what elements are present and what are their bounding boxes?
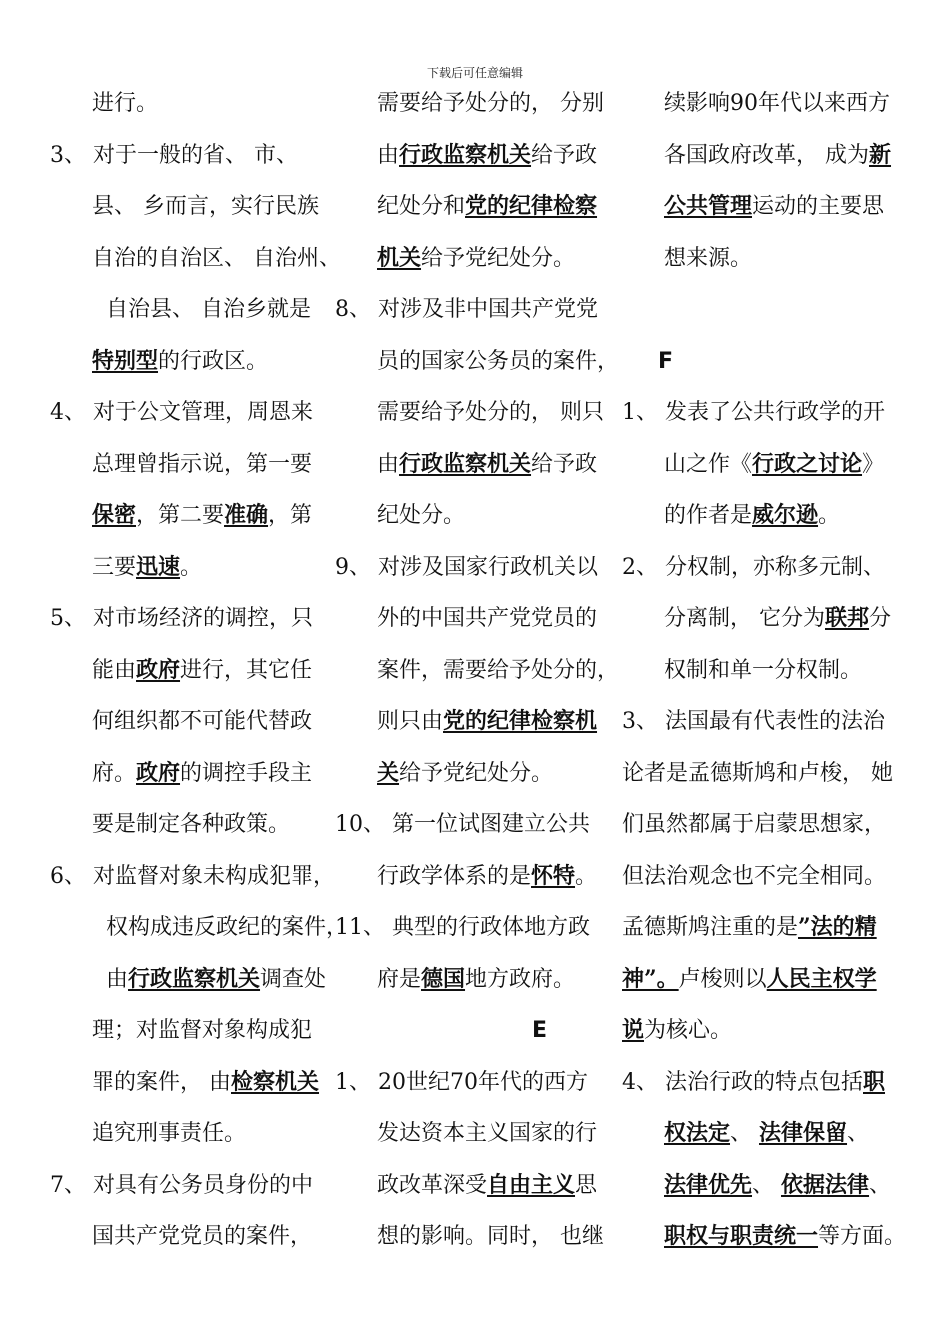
- text-segment: 给予政: [531, 142, 598, 168]
- text-line: [335, 748, 630, 800]
- text-segment: 由: [106, 966, 129, 992]
- key-term: 政府: [136, 656, 181, 683]
- text-line: [335, 130, 630, 182]
- text-segment: 外的中国共产党党员的: [377, 606, 598, 631]
- section-letter: F: [658, 348, 674, 374]
- text-line: [335, 181, 630, 233]
- text-line: [622, 1005, 917, 1057]
- text-segment: 10、 第一位试图建立公共: [335, 812, 590, 837]
- text-segment: 续影响90年代以来西方: [664, 91, 890, 116]
- text-line: [50, 799, 350, 851]
- key-term: 机关: [377, 244, 422, 271]
- text-segment: 6、 对监督对象未构成犯罪，: [50, 863, 335, 889]
- text-segment: 何组织都不可能代替政: [92, 709, 313, 734]
- text-line: [335, 696, 630, 748]
- text-line: [622, 1211, 917, 1263]
- text-segment: 员的国家公务员的案件，: [377, 348, 620, 374]
- text-line: [622, 78, 917, 130]
- key-term: 威尔逊: [752, 502, 819, 528]
- text-segment: 国共产党党员的案件，: [92, 1224, 313, 1249]
- text-line: [622, 1057, 917, 1109]
- text-segment: 1、 20世纪70年代的西方: [335, 1069, 588, 1095]
- key-term: 神”。: [622, 965, 679, 992]
- text-segment: 理；对监督对象构成犯: [92, 1018, 313, 1043]
- text-line: [50, 593, 350, 645]
- text-line: [622, 902, 917, 954]
- text-line: [622, 799, 917, 851]
- text-line: [50, 78, 350, 130]
- text-line: [50, 902, 350, 954]
- text-line: [50, 851, 350, 903]
- text-line: [335, 387, 630, 439]
- text-segment: 给予党纪处分。: [399, 760, 554, 786]
- text-line: [50, 387, 350, 439]
- text-segment: 总理曾指示说，第一要: [92, 451, 313, 477]
- text-line: [50, 439, 350, 491]
- key-term: 公共管理: [664, 193, 753, 219]
- column-3: [622, 78, 917, 1263]
- key-term: 法律优先: [664, 1171, 753, 1198]
- text-segment: 的行政区。: [158, 348, 269, 374]
- text-segment: 2、 分权制，亦称多元制、: [622, 554, 885, 580]
- key-term: ”法的精: [798, 914, 877, 940]
- text-segment: 想的影响。同时， 也继: [377, 1224, 604, 1249]
- text-line: [50, 1108, 350, 1160]
- text-segment: 、: [730, 1121, 760, 1146]
- text-line: [50, 490, 350, 542]
- text-segment: 进行，其它任: [180, 657, 313, 683]
- text-line: [622, 233, 917, 285]
- text-line: [335, 542, 630, 594]
- text-segment: 1、 发表了公共行政学的开: [622, 400, 885, 425]
- text-segment: 纪处分和: [377, 194, 466, 219]
- key-term: 职权与职责统一: [664, 1223, 819, 1249]
- key-term: 政府: [136, 759, 181, 786]
- text-line: [335, 645, 630, 697]
- text-segment: 分: [869, 606, 892, 631]
- text-segment: 权制和单一分权制。: [664, 657, 863, 683]
- key-term: 权法定: [664, 1120, 731, 1146]
- text-line: [622, 1108, 917, 1160]
- text-segment: 运动的主要思: [752, 194, 885, 219]
- text-line: [50, 336, 350, 388]
- text-segment: 7、 对具有公务员身份的中: [50, 1172, 313, 1198]
- text-segment: 调查处: [260, 966, 327, 992]
- text-line: [622, 851, 917, 903]
- text-segment: 、: [869, 1172, 892, 1198]
- text-line: [622, 645, 917, 697]
- text-line: [622, 1160, 917, 1212]
- text-segment: 给予党纪处分。: [421, 245, 576, 271]
- text-segment: 、: [847, 1121, 870, 1146]
- key-term: 怀特: [531, 862, 576, 889]
- text-line: [50, 748, 350, 800]
- text-segment: 权构成违反政纪的案件，: [106, 915, 349, 940]
- text-segment: 思: [575, 1172, 598, 1198]
- text-segment: ，第二要: [136, 503, 225, 528]
- text-line: [622, 181, 917, 233]
- text-line: [622, 748, 917, 800]
- text-segment: 府。: [92, 760, 137, 786]
- text-segment: 想来源。: [664, 245, 753, 271]
- text-segment: 地方政府。: [465, 966, 576, 992]
- text-segment: 11、 典型的行政体地方政: [335, 915, 590, 940]
- key-term: 法律保留: [759, 1120, 848, 1146]
- text-segment: 政改革深受: [377, 1172, 488, 1198]
- key-term: 依据法律: [781, 1171, 870, 1198]
- text-line: [622, 696, 917, 748]
- text-segment: 》: [862, 451, 885, 477]
- column-1: [50, 78, 350, 1263]
- text-segment: 各国政府改革， 成为: [664, 142, 869, 168]
- key-term: 特别型: [92, 347, 159, 374]
- section-letter: E: [532, 1018, 548, 1043]
- text-line: [335, 1160, 630, 1212]
- text-segment: 追究刑事责任。: [92, 1121, 247, 1146]
- text-segment: 由: [377, 142, 400, 168]
- text-line: [50, 130, 350, 182]
- key-term: 自由主义: [487, 1171, 576, 1198]
- key-term: 关: [377, 759, 400, 786]
- text-line: [335, 1005, 630, 1057]
- text-segment: 则只由: [377, 709, 444, 734]
- text-line: [50, 284, 350, 336]
- text-segment: 自治县、 自治乡就是: [106, 297, 311, 322]
- key-term: 人民主权学: [766, 965, 877, 992]
- text-line: [50, 696, 350, 748]
- text-line: [335, 439, 630, 491]
- text-segment: 8、 对涉及非中国共产党党: [335, 297, 598, 322]
- text-line: [50, 1211, 350, 1263]
- text-line: [335, 233, 630, 285]
- text-segment: 论者是孟德斯鸠和卢梭， 她: [622, 760, 893, 786]
- page-header: 下载后可任意编辑: [426, 66, 523, 80]
- text-segment: 们虽然都属于启蒙思想家，: [622, 812, 887, 837]
- text-segment: 给予政: [531, 451, 598, 477]
- text-segment: 。: [575, 863, 598, 889]
- text-line: [622, 593, 917, 645]
- key-term: 行政监察机关: [399, 450, 532, 477]
- text-segment: 要是制定各种政策。: [92, 812, 291, 837]
- text-line: [335, 1211, 630, 1263]
- text-segment: 等方面。: [818, 1224, 907, 1249]
- text-segment: 需要给予处分的， 分别: [377, 91, 604, 116]
- text-segment: 罪的案件， 由: [92, 1069, 231, 1095]
- text-segment: 。: [818, 503, 841, 528]
- key-term: 检察机关: [231, 1068, 320, 1095]
- text-line: [335, 799, 630, 851]
- text-line: [335, 284, 630, 336]
- text-line: [50, 954, 350, 1006]
- text-segment: 山之作《: [664, 451, 753, 477]
- key-term: 党的纪律检察: [465, 193, 598, 219]
- text-segment: 、: [752, 1172, 782, 1198]
- column-2: [335, 78, 630, 1263]
- text-line: [50, 542, 350, 594]
- text-line: [622, 439, 917, 491]
- text-line: [50, 233, 350, 285]
- text-line: [50, 1057, 350, 1109]
- text-segment: 9、 对涉及国家行政机关以: [335, 554, 598, 580]
- text-line: [622, 387, 917, 439]
- text-line: [622, 284, 917, 336]
- key-term: 职: [863, 1068, 886, 1095]
- text-line: [335, 902, 630, 954]
- text-segment: 进行。: [92, 91, 159, 116]
- text-line: [50, 1005, 350, 1057]
- key-term: 行政监察机关: [128, 965, 261, 992]
- text-line: [50, 645, 350, 697]
- text-segment: 4、 对于公文管理，周恩来: [50, 400, 313, 425]
- text-line: [622, 954, 917, 1006]
- text-segment: ，第: [268, 503, 313, 528]
- key-term: 行政监察机关: [399, 141, 532, 168]
- text-segment: 孟德斯鸠注重的是: [622, 915, 799, 940]
- text-segment: 卢梭则以: [678, 966, 767, 992]
- text-line: [335, 954, 630, 1006]
- text-segment: 三要: [92, 554, 137, 580]
- text-line: [50, 1160, 350, 1212]
- key-term: 迅速: [136, 553, 181, 580]
- text-segment: 案件，需要给予处分的，: [377, 657, 620, 683]
- key-term: 党的纪律检察机: [443, 708, 598, 734]
- text-line: [335, 851, 630, 903]
- text-line: [335, 1108, 630, 1160]
- text-segment: 县、 乡而言，实行民族: [92, 194, 319, 219]
- key-term: 新: [869, 141, 892, 168]
- text-segment: 发达资本主义国家的行: [377, 1121, 598, 1146]
- key-term: 德国: [421, 965, 466, 992]
- key-term: 准确: [224, 502, 269, 528]
- text-segment: 的作者是: [664, 503, 753, 528]
- text-segment: 分离制， 它分为: [664, 606, 825, 631]
- key-term: 说: [622, 1017, 645, 1043]
- text-line: [335, 336, 630, 388]
- text-line: [622, 336, 917, 388]
- key-term: 行政之讨论: [752, 450, 863, 477]
- text-line: [335, 1057, 630, 1109]
- text-segment: 但法治观念也不完全相同。: [622, 863, 887, 889]
- text-line: [335, 490, 630, 542]
- text-segment: 能由: [92, 657, 137, 683]
- text-line: [335, 78, 630, 130]
- text-segment: 的调控手段主: [180, 760, 313, 786]
- text-segment: 为核心。: [644, 1018, 733, 1043]
- text-segment: 自治的自治区、 自治州、: [92, 245, 341, 271]
- text-segment: 3、 对于一般的省、 市、: [50, 142, 298, 168]
- key-term: 保密: [92, 502, 137, 528]
- text-line: [622, 542, 917, 594]
- text-segment: 纪处分。: [377, 503, 466, 528]
- text-line: [335, 593, 630, 645]
- text-line: [622, 490, 917, 542]
- text-segment: 需要给予处分的， 则只: [377, 400, 604, 425]
- text-segment: 3、 法国最有代表性的法治: [622, 709, 885, 734]
- text-segment: 府是: [377, 966, 422, 992]
- text-segment: 5、 对市场经济的调控，只: [50, 606, 313, 631]
- key-term: 联邦: [825, 605, 870, 631]
- text-segment: 4、 法治行政的特点包括: [622, 1069, 863, 1095]
- text-segment: 行政学体系的是: [377, 863, 532, 889]
- text-segment: 由: [377, 451, 400, 477]
- text-line: [622, 130, 917, 182]
- text-segment: 。: [180, 554, 203, 580]
- text-line: [50, 181, 350, 233]
